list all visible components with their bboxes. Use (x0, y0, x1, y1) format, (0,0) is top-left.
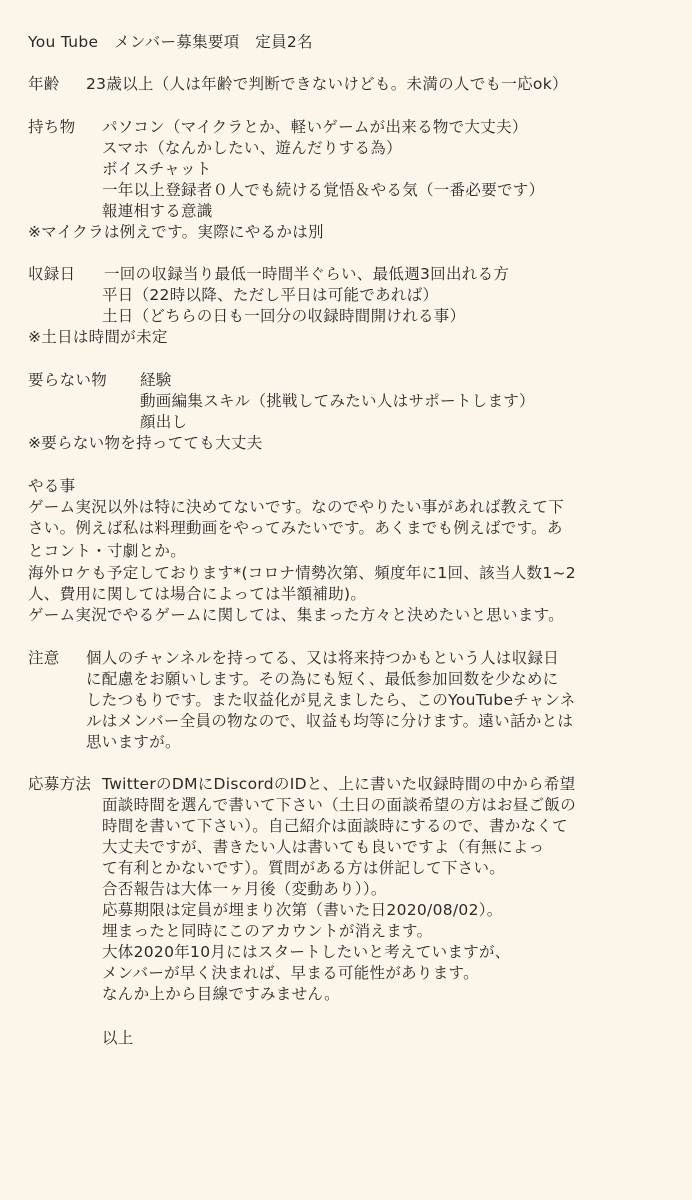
todo-line: ゲーム実況以外は特に決めてないです。なのでやりたい事があれば教えて下 (28, 498, 564, 516)
apply-line: 面談時間を選んで書いて下さい（土日の面談希望の方はお昼ご飯の (102, 796, 577, 814)
todo-line: 人、費用に関しては場合によっては半額補助)。 (28, 585, 367, 603)
caution-line: したつもりです。また収益化が見えましたら、このYouTubeチャンネ (86, 691, 576, 709)
caution-line: ルはメンバー全員の物なので、収益も均等に分けます。遠い話かとは (86, 712, 574, 730)
belongings-note: ※マイクラは例えです。実際にやるかは別 (28, 223, 324, 241)
not-needed-label: 要らない物 (28, 371, 108, 389)
recording-first: 一回の収録当り最低一時間半ぐらい、最低週3回出れる方 (104, 265, 510, 283)
caution-line: に配慮をお願いします。その為にも短く、最低参加回数を少なめに (86, 670, 559, 688)
apply-line: て有利とかないです）。質問がある方は併記して下さい。 (102, 859, 506, 877)
apply-line: メンバーが早く決まれば、早まる可能性があります。 (102, 964, 479, 982)
todo-line: ゲーム実況でやるゲームに関しては、集まった方々と決めたいと思います。 (28, 606, 564, 624)
not-needed-item: 経験 (140, 371, 172, 389)
recording-note: ※土日は時間が未定 (28, 328, 168, 346)
not-needed-note: ※要らない物を持ってても大丈夫 (28, 434, 263, 452)
todo-line: とコント・寸劇とか。 (28, 542, 187, 560)
apply-line: 大丈夫ですが、書きたい人は書いても良いですよ（有無によっ (102, 838, 545, 856)
apply-label: 応募方法 (28, 775, 92, 793)
closing-text: 以上 (102, 1029, 134, 1047)
belongings-item: 一年以上登録者０人でも続ける覚悟＆やる気（一番必要です） (102, 181, 545, 199)
belongings-label: 持ち物 (28, 118, 76, 136)
apply-first: TwitterのDMにDiscordのIDと、上に書いた収録時間の中から希望 (102, 775, 576, 793)
apply-line: 合否報告は大体一ヶ月後（変動あり））。 (102, 880, 387, 898)
belongings-item: ボイスチャット (102, 160, 212, 178)
caution-line: 思いますが。 (86, 733, 181, 751)
todo-line: 海外ロケも予定しております*(コロナ情勢次第、頻度年に1回、該当人数1~2 (28, 564, 576, 582)
recording-item: 土日（どちらの日も一回分の収録時間開けれる事） (102, 307, 466, 325)
todo-line: さい。例えば私は料理動画をやってみたいです。あくまでも例えばです。あ (28, 519, 563, 537)
apply-line: 大体2020年10月にはスタートしたいと考えていますが、 (102, 943, 511, 961)
apply-line: 応募期限は定員が埋まり次第（書いた日2020/08/02）。 (102, 901, 503, 919)
belongings-item: パソコン（マイクラとか、軽いゲームが出来る物で大丈夫） (102, 118, 528, 136)
caution-first: 個人のチャンネルを持ってる、又は将来持つかもという人は収録日 (86, 649, 560, 667)
document-title: You Tube メンバー募集要項 定員2名 (28, 33, 313, 51)
caution-label: 注意 (28, 649, 60, 667)
apply-line: なんか上から目線ですみません。 (102, 985, 340, 1003)
recording-item: 平日（22時以降、ただし平日は可能であれば） (102, 286, 439, 304)
apply-line: 時間を書いて下さい）。自己紹介は面談時にするので、書かなくて (102, 817, 568, 835)
belongings-item: スマホ（なんかしたい、遊んだりする為） (102, 139, 402, 157)
belongings-item: 報連相する意識 (102, 202, 213, 220)
apply-line: 埋まったと同時にこのアカウントが消えます。 (102, 922, 433, 940)
not-needed-item: 顔出し (140, 413, 188, 431)
todo-heading: やる事 (28, 477, 76, 495)
not-needed-item: 動画編集スキル（挑戦してみたい人はサポートします） (140, 392, 535, 410)
age-label: 年齢 (28, 75, 60, 93)
recording-label: 収録日 (28, 265, 76, 283)
age-text: 23歳以上（人は年齢で判断できないけども。未満の人でも一応ok） (86, 75, 568, 93)
